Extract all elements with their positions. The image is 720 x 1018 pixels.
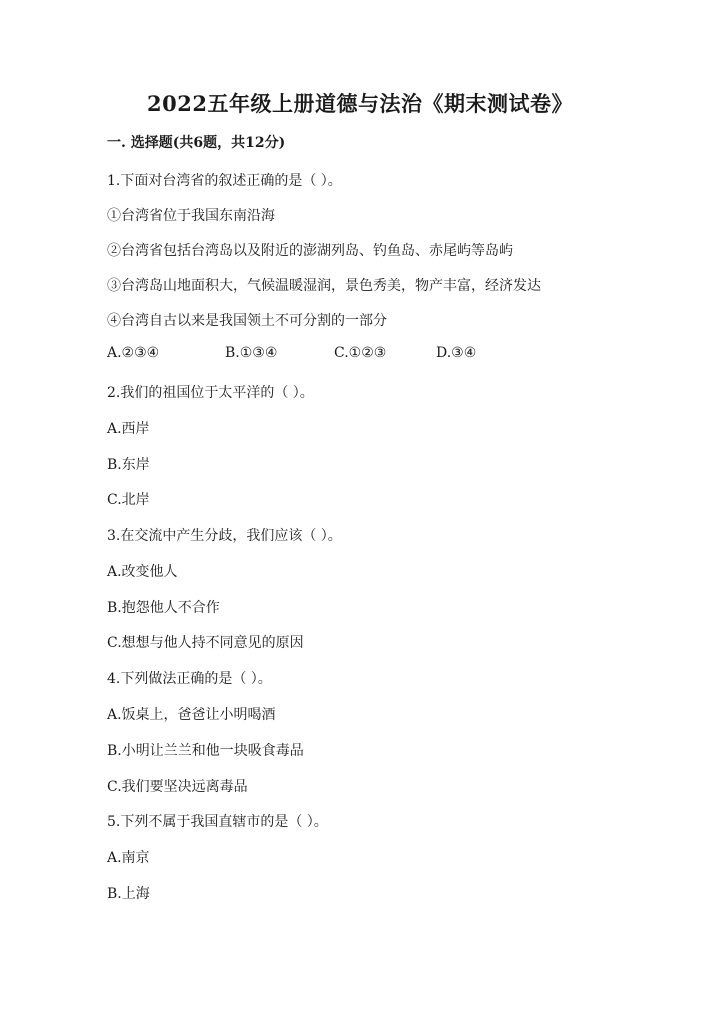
question-4-stem: 4.下列做法正确的是（ ）。 [107, 671, 272, 687]
question-4-option-c: C.我们要坚决远离毒品 [107, 779, 248, 795]
question-5-option-a: A.南京 [107, 850, 150, 866]
question-3-option-c: C.想想与他人持不同意见的原因 [107, 635, 304, 651]
question-4-option-a: A.饭桌上，爸爸让小明喝酒 [107, 707, 276, 723]
question-1-statement-1: ①台湾省位于我国东南沿海 [107, 208, 275, 224]
question-1-stem: 1.下面对台湾省的叙述正确的是（ ）。 [107, 173, 342, 189]
question-2-option-c: C.北岸 [107, 492, 150, 508]
question-2-option-b: B.东岸 [107, 457, 150, 473]
question-5-stem: 5.下列不属于我国直辖市的是（ ）。 [107, 814, 328, 830]
question-1-statement-2: ②台湾省包括台湾岛以及附近的澎湖列岛、钓鱼岛、赤尾屿等岛屿 [107, 243, 513, 259]
question-5-option-b: B.上海 [107, 886, 150, 902]
question-1-option-c: C.①②③ [334, 345, 387, 361]
question-1-statement-4: ④台湾自古以来是我国领土不可分割的一部分 [107, 313, 387, 329]
question-1-statement-3: ③台湾岛山地面积大，气候温暖湿润，景色秀美，物产丰富，经济发达 [107, 278, 541, 294]
question-2-stem: 2.我们的祖国位于太平洋的（ ）。 [107, 385, 314, 401]
section-heading: 一. 选择题(共6题，共12分) [107, 135, 286, 151]
page-title: 2022五年级上册道德与法治《期末测试卷》 [147, 91, 573, 116]
question-1-option-b: B.①③④ [225, 345, 278, 361]
question-3-option-b: B.抱怨他人不合作 [107, 600, 220, 616]
question-3-option-a: A.改变他人 [107, 564, 178, 580]
question-1-option-a: A.②③④ [107, 345, 160, 361]
question-2-option-a: A.西岸 [107, 421, 150, 437]
question-4-option-b: B.小明让兰兰和他一块吸食毒品 [107, 743, 304, 759]
question-3-stem: 3.在交流中产生分歧，我们应该（ ）。 [107, 528, 342, 544]
question-1-option-d: D.③④ [436, 345, 477, 361]
